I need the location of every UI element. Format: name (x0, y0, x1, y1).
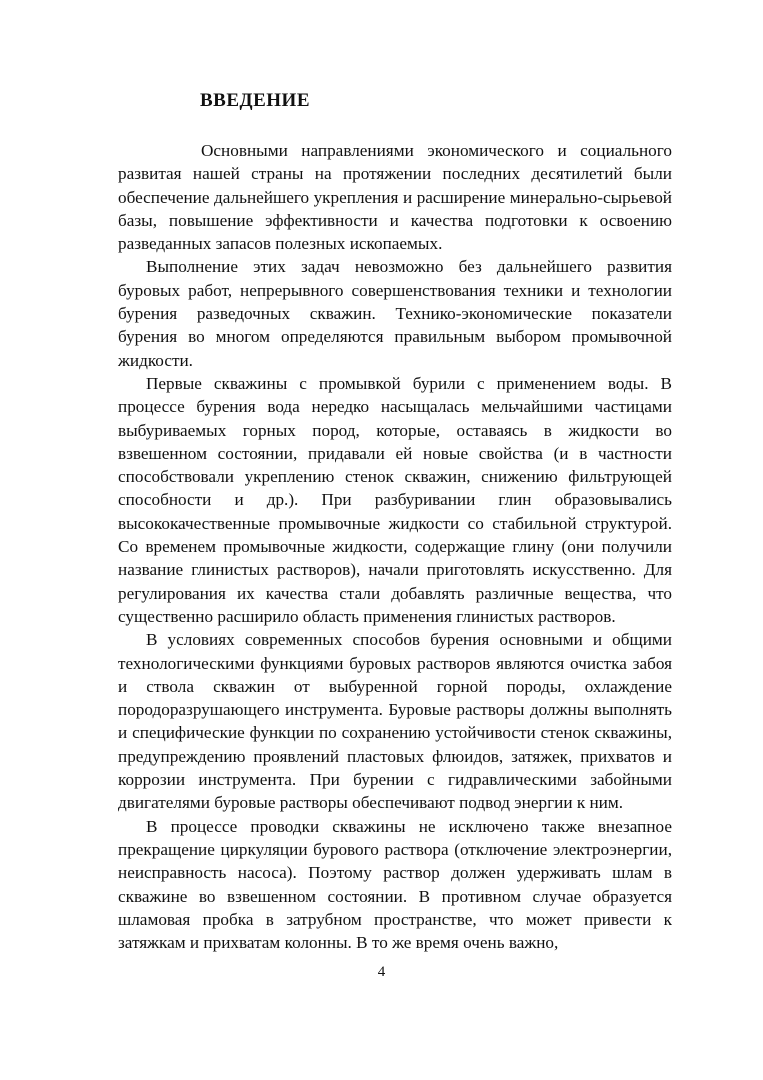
paragraph-5: В процессе проводки скважины не исключено также внезапное прекращение циркуляции бурового раствора (отключение электроэнергии, неисправность насоса). Поэтому раствор должен удерживать шлам в скважине во взвешенном состоянии. В противном случае образуется шламовая пробка в затрубном пространстве, что может привести к затяжкам и прихватам колонны. В то же время очень важно, (118, 816, 672, 953)
paragraph-4: В условиях современных способов бурения основными и общими технологическими функциями буровых растворов являются очистка забоя и ствола скважин от выбуренной горной породы, охлаждение породоразрушающего инструмента. Буровые растворы должны выполнять и специфические функции по сохранению устойчивости стенок скважины, предупреждению проявлений пластовых флюидов, затяжек, прихватов и коррозии инструмента. При бурении с гидравлическими забойными двигателями буровые растворы обеспечивают подвод энергии к ним. (118, 630, 672, 813)
body-text (118, 139, 672, 954)
paragraph-2: Выполнение этих задач невозможно без дальнейшего развития буровых работ, непрерывного совершенствования техники и технологии бурения разведочных скважин. Технико-экономические показатели бурения во многом определяются правильным выбором промывочной жидкости. (118, 257, 672, 370)
paragraph-3: Первые скважины с промывкой бурили с применением воды. В процессе бурения вода нередко насыщалась мельчайшими частицами выбуриваемых горных пород, которые, оставаясь в жидкости во взвешенном состоянии, придавали ей новые свойства (и в частности способствовали укреплению стенок скважин, снижению фильтрующей способности и др.). При разбуривании глин образовывались высококачественные промывочные жидкости со стабильной структурой. Со временем промывочные жидкости, содержащие глину (они получили название глинистых растворов), начали приготовлять искусственно. Для регулирования их качества стали добавлять различные вещества, что существенно расширило область применения глинистых растворов. (118, 373, 672, 626)
paragraph-1: Основными направлениями экономического и социального развитая нашей страны на протяжении последних десятилетий были обеспечение дальнейшего укрепления и расширение минерально-сырьевой базы, повышение эффективности и качества подготовки к освоению разведанных запасов полезных ископаемых. (118, 141, 672, 254)
page-number: 4 (377, 964, 386, 980)
section-heading: ВВЕДЕНИЕ (200, 90, 310, 111)
